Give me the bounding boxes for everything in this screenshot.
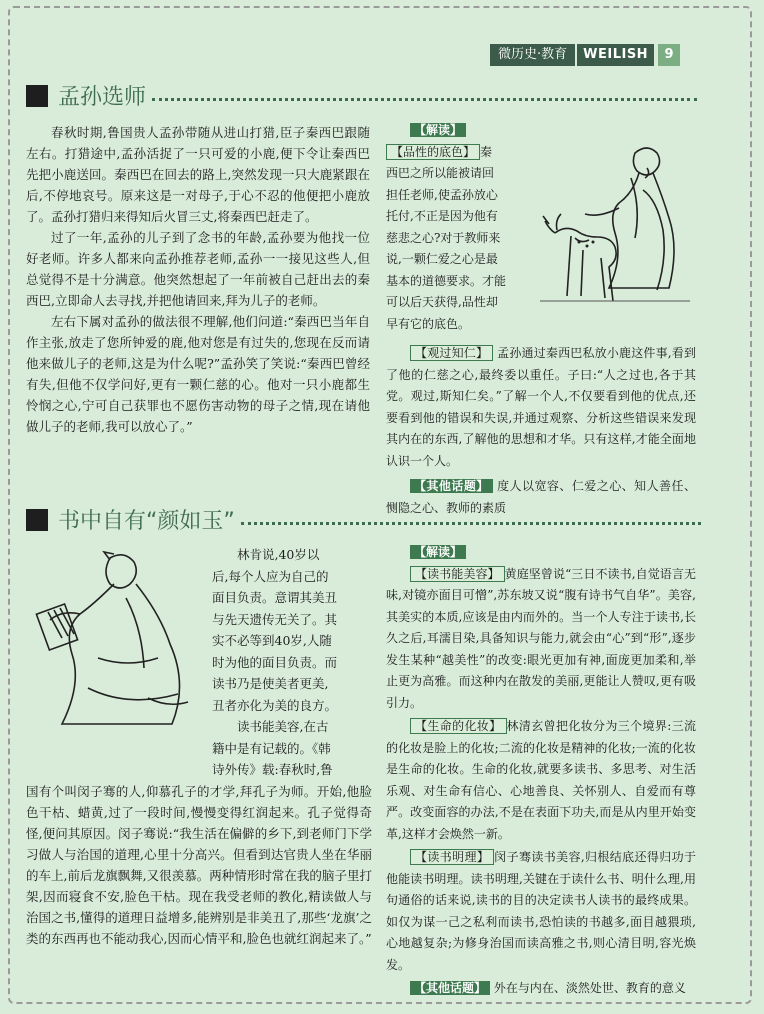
commentary-text: 度人以宽容、仁爱之心、知人善任、恻隐之心、教师的素质	[386, 479, 696, 515]
section2-title: 书中自有“颜如玉”	[58, 509, 235, 534]
story-line: 读书乃是使美者更美,	[212, 676, 329, 691]
brand-label: WEILISH	[577, 44, 654, 66]
story-paragraph: 左右下属对孟孙的做法很不理解,他们问道:“秦西巴当年自作主张,放走了您所钟爱的鹿,他对您是有过失的,您现在反而请他来做儿子的老师,这是为什么呢?”孟孙笑了笑说:“秦西巴曾经有失,但他不仅学问好,更有一颗仁慈的心。他对一只小鹿都生怜悯之心,宁可自己获罪也不愿伤害动物的母子之情,现在请他做儿子的老师,我可以放心了。”	[26, 314, 370, 434]
scholar-reading-illustration	[28, 548, 204, 732]
page-header	[490, 44, 680, 66]
topic-tag: 【生命的化妆】	[410, 718, 507, 734]
topic-tag: 【其他话题】	[410, 981, 490, 995]
story-paragraph: 国有个叫闵子骞的人,仰慕孔子的才学,拜孔子为师。开始,他脸色干枯、蜡黄,过了一段时间,慢慢变得红润起来。孔子觉得奇怪,便问其原因。闵子骞说:“我生活在偏僻的乡下,到老师门下学习做人与治国的道理,心里十分高兴。但看到达官贵人坐在华丽的车上,前后龙旗飘舞,又很羡慕。两种情形时常在我的脑子里打架,因而寝食不安,脸色干枯。现在我受老师的教化,精读做人与治国之书,懂得的道理日益增多,能辨别是非美丑了,那些‘龙旗’之类的东西再也不能动我心,因而心情平和,脸色也就红润起来了。”	[26, 784, 372, 946]
topic-tag: 【品性的底色】	[386, 144, 480, 160]
commentary-line: 可以后天获得,品性却	[386, 295, 498, 309]
commentary-line: 托付,不正是因为他有	[386, 209, 498, 223]
page-number: 9	[658, 44, 680, 66]
commentary-line: 担任老师,使孟孙放心	[386, 187, 498, 202]
commentary-line: 早有它的底色。	[386, 316, 471, 331]
reading-label: 【解读】	[410, 545, 466, 559]
commentary-line: 说,一颗仁爱之心是最	[386, 252, 498, 266]
heading-square-icon	[26, 85, 48, 107]
commentary-text: 林清玄曾把化妆分为三个境界:三流的化妆是脸上的化妆;二流的化妆是精神的化妆;一流的化妆是生命的化妆。生命的化妆,就要多读书、多思考、对生活乐观、对生命有信心、心地善良、关怀别人、自爱而有尊严。改变面容的办法,不是在表面下功夫,而是从内里开始变革,这样才会焕然一新。	[386, 719, 696, 841]
commentary-line: 西巴之所以能被请回	[386, 166, 495, 180]
story-line: 时为他的面目负责。而	[212, 654, 338, 670]
section1-heading	[26, 80, 697, 111]
section1-story	[26, 122, 370, 437]
topic-tag: 【其他话题】	[410, 479, 493, 493]
story-paragraph: 过了一年,孟孙的儿子到了念书的年龄,孟孙要为他找一位好老师。许多人都来向孟孙推荐老师,孟孙一一接见这些人,但总觉得不是十分满意。他突然想起了一年前被自己赶出去的秦西巴,立即命人去寻找,并把他请回来,拜为儿子的老师。	[26, 230, 370, 308]
topic-tag: 【观过知仁】	[410, 345, 493, 361]
section2-story-bottom	[26, 781, 372, 949]
story-line: 丑者亦化为美的良方。	[212, 697, 338, 713]
heading-square-icon	[26, 509, 48, 531]
heading-dotted-rule	[152, 98, 697, 101]
commentary-text: 闵子骞读书美容,归根结底还得归功于他能读书明理。读书明理,关键在于读什么书、明什么理,用句通俗的话来说,读书的目的决定读书人读书的最终成果。如仅为谋一己之私利而读书,恐怕读的书越多,面目越猥琐,心地越复杂;为修身治国而读高雅之书,则心清目明,容光焕发。	[386, 850, 696, 972]
commentary-line: 慈悲之心?对于教师来	[386, 230, 501, 245]
story-line: 林肯说,40岁以	[237, 547, 320, 562]
commentary-text: 外在与内在、淡然处世、教育的意义	[493, 981, 686, 995]
heading-dotted-rule	[241, 522, 701, 525]
topic-tag: 【读书明理】	[410, 849, 494, 865]
topic-tag: 【读书能美容】	[410, 566, 505, 582]
commentary-line: 基本的道德要求。才能	[386, 273, 507, 288]
section1-title: 孟孙选师	[58, 85, 147, 110]
story-paragraph: 春秋时期,鲁国贵人孟孙带随从进山打猎,臣子秦西巴跟随左右。打猎途中,孟孙活捉了一只可爱的小鹿,便下令让秦西巴先把小鹿送回。秦西巴在回去的路上,突然发现一只大鹿紧跟在后,不停地哀号。原来这是一对母子,于心不忍的他便把小鹿放了。孟孙打猎归来得知后火冒三丈,将秦西巴赶走了。	[26, 125, 370, 224]
section-label: 微历史·教育	[490, 44, 575, 66]
story-line: 诗外传》载:春秋时,鲁	[212, 762, 333, 777]
commentary-text: 孟孙通过秦西巴私放小鹿这件事,看到了他的仁慈之心,最终委以重任。子曰:“人之过也,各于其党。观过,斯知仁矣。”了解一个人,不仅要看到他的优点,还要看到他的错误和失误,并通过观察、分析这些错误来发现其内在的东西,了解他的思想和才华。只有这样,才能全面地认识一个人。	[386, 346, 696, 468]
story-line: 实不必等到40岁,人随	[212, 633, 332, 648]
section2-commentary	[386, 542, 696, 1000]
story-line: 与先天遗传无关了。其	[212, 611, 338, 627]
commentary-line: 秦	[480, 144, 493, 159]
reading-label: 【解读】	[410, 123, 466, 137]
story-line: 后,每个人应为自己的	[212, 568, 329, 584]
section2-story-top	[212, 544, 372, 781]
story-line: 面目负责。意谓其美丑	[212, 590, 338, 605]
story-line: 读书能美容,在古	[237, 719, 329, 734]
story-line: 籍中是有记载的。《韩	[212, 740, 331, 756]
section2-heading	[26, 504, 701, 535]
sage-with-deer-illustration	[535, 138, 700, 308]
commentary-text: 黄庭坚曾说“三日不读书,自觉语言无味,对镜亦面目可憎”,苏东坡又说“腹有诗书气自华”。美容,其美实的本质,应该是由内而外的。当一个人专注于读书,长久之后,耳濡目染,具备知识与能力,就会由“心”到“形”,逐步发生某种“越美性”的改变:眼光更加有神,面庞更加柔和,举止更为高雅。而这种内在散发的美丽,更能让人赞叹,更有吸引力。	[386, 566, 696, 710]
